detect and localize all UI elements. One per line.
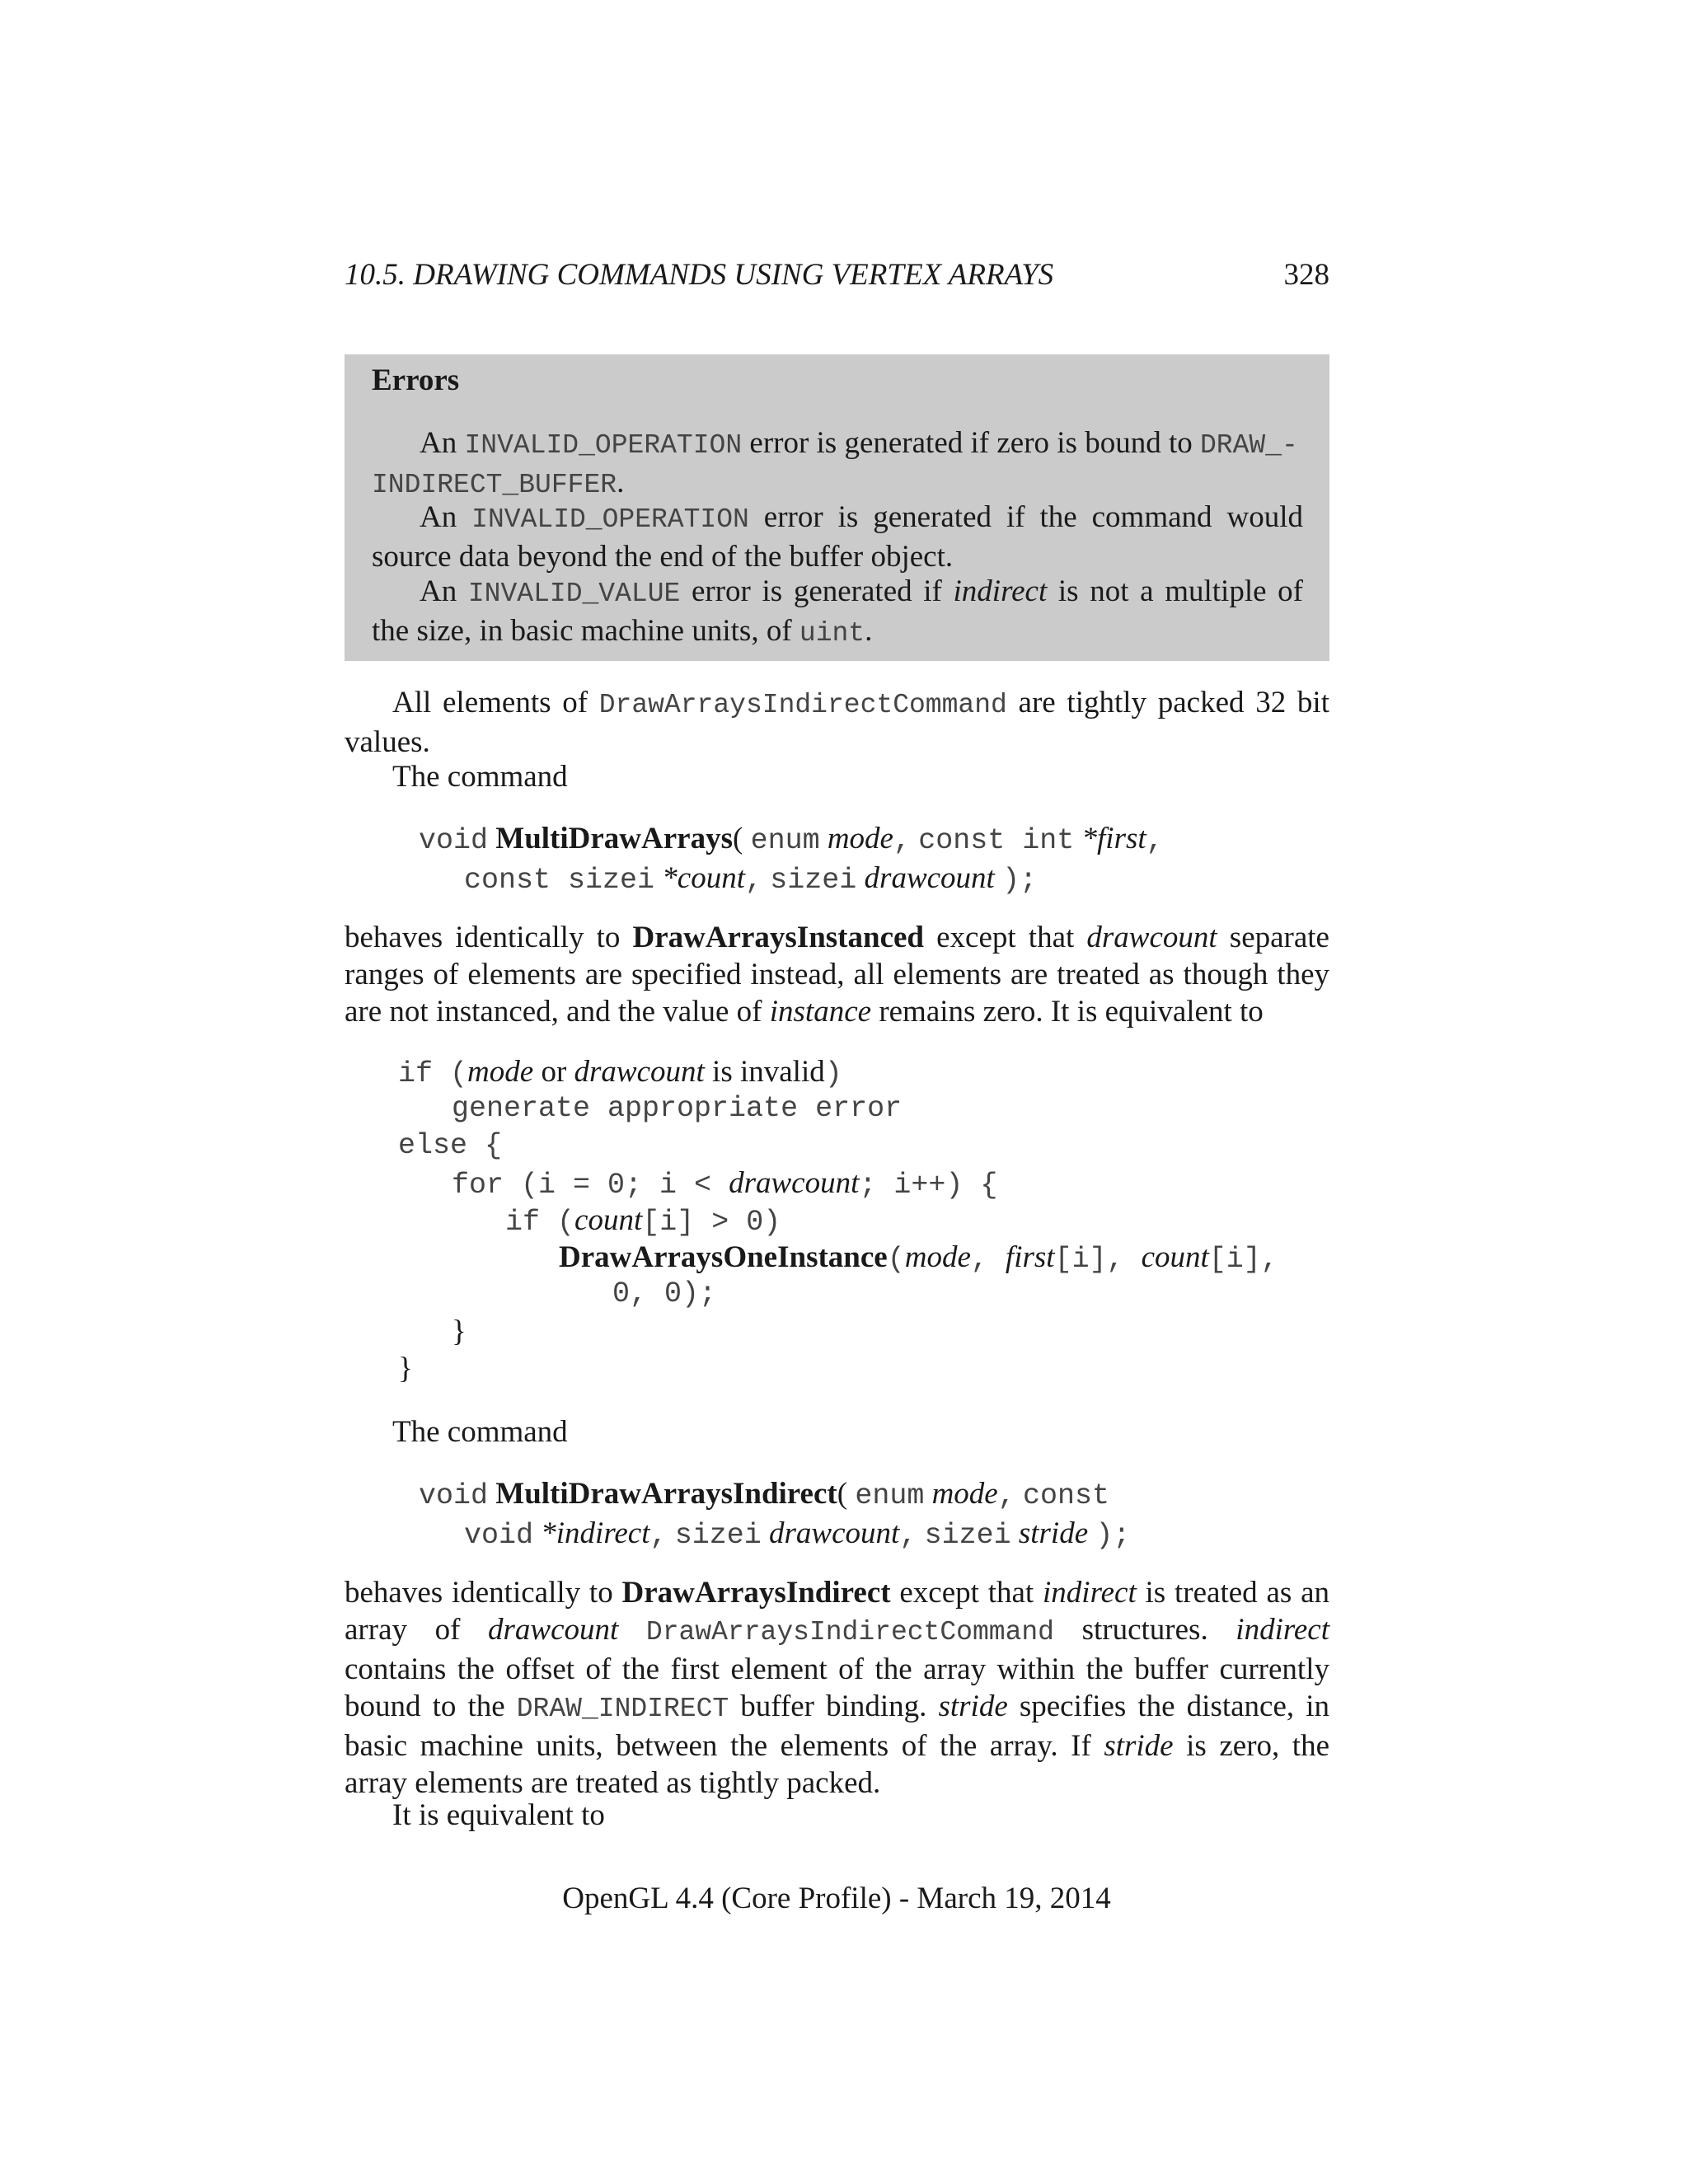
- function-name: MultiDrawArrays: [495, 822, 733, 855]
- text: All elements of: [392, 686, 599, 719]
- paren: (: [732, 822, 743, 855]
- code-token: INVALID_OPERATION: [464, 430, 743, 461]
- errors-box: [345, 354, 1329, 661]
- italic-term: instance: [769, 995, 872, 1029]
- param: drawcount: [864, 861, 995, 895]
- code-line-4: [452, 1165, 997, 1204]
- comma: ,: [649, 1519, 668, 1552]
- code-line-5: [505, 1202, 781, 1241]
- function-ref: DrawArraysInstanced: [632, 921, 924, 954]
- code-token: ; i++) {: [859, 1169, 998, 1202]
- prototype-line-1: [419, 820, 1164, 860]
- errors-title: Errors: [372, 363, 460, 397]
- keyword: const: [1023, 1479, 1110, 1512]
- keyword: sizei: [770, 864, 857, 897]
- comma: ,: [899, 1519, 917, 1552]
- param: drawcount: [769, 1516, 900, 1550]
- error-item-2: [372, 499, 1303, 575]
- text: contains the offset of the first element of the array within the buffer currently bound to the: [345, 1652, 1329, 1723]
- code-token: DrawArraysIndirectCommand: [645, 1617, 1054, 1647]
- function-name: MultiDrawArraysIndirect: [495, 1477, 837, 1511]
- code-token: uint: [799, 618, 865, 649]
- text: is invalid: [704, 1055, 825, 1089]
- paragraph-the-command-2: The command: [392, 1415, 568, 1449]
- running-header: [345, 257, 1329, 298]
- code-line-6: [559, 1239, 1278, 1278]
- text: buffer binding.: [729, 1690, 939, 1723]
- text: An: [420, 574, 468, 608]
- param: stride: [1018, 1516, 1089, 1550]
- text: .: [617, 466, 625, 499]
- code-token: INDIRECT_BUFFER: [372, 470, 617, 500]
- paragraph-behaves-indirect: [345, 1574, 1329, 1802]
- param: count: [1141, 1240, 1209, 1274]
- error-item-3: [372, 573, 1303, 652]
- code-line-9: }: [398, 1352, 413, 1385]
- code-line-1: [398, 1053, 842, 1093]
- prototype-line-2: [419, 860, 1164, 899]
- text: An: [420, 500, 472, 534]
- text: except that: [924, 921, 1087, 954]
- italic-term: indirect: [1043, 1576, 1137, 1610]
- paren: );: [1002, 864, 1038, 897]
- param: mode: [827, 822, 893, 855]
- paragraph-packed-values: [345, 684, 1329, 761]
- keyword: void: [419, 1479, 489, 1512]
- comma: ,: [893, 824, 911, 857]
- italic-term: indirect: [953, 574, 1048, 608]
- italic-term: drawcount: [1086, 921, 1217, 954]
- code-token: if: [398, 1057, 434, 1090]
- comma: ,: [997, 1479, 1015, 1512]
- keyword: sizei: [924, 1519, 1011, 1552]
- error-item-1: [372, 424, 1303, 504]
- text: is not a multiple of the size, in basic machine units, of: [372, 574, 1303, 648]
- text: error is generated if: [680, 574, 954, 608]
- code-token: [i] > 0): [642, 1206, 781, 1239]
- text: is zero, the array elements are treated as tightly packed.: [345, 1729, 1329, 1800]
- code-token: (: [433, 1057, 468, 1090]
- code-line-7: 0, 0);: [612, 1277, 717, 1310]
- function-name: DrawArraysOneInstance: [559, 1240, 888, 1274]
- comma: ,: [1146, 824, 1164, 857]
- param: drawcount: [729, 1166, 860, 1200]
- code-token: [i],: [1054, 1243, 1142, 1276]
- text: structures.: [1054, 1613, 1236, 1647]
- keyword: void: [464, 1519, 534, 1552]
- paragraph-the-command-1: The command: [392, 760, 568, 794]
- function-ref: DrawArraysIndirect: [621, 1576, 891, 1610]
- param: count: [574, 1203, 643, 1237]
- code-token: INVALID_VALUE: [467, 579, 681, 609]
- text: .: [865, 614, 873, 648]
- code-token: ): [824, 1057, 842, 1090]
- text: [618, 1613, 646, 1647]
- prototype-multidrawarraysindirect: [419, 1475, 1130, 1554]
- code-line-2: generate appropriate error: [452, 1092, 903, 1125]
- keyword: sizei: [674, 1519, 762, 1552]
- code-token: DRAW_-: [1199, 430, 1298, 461]
- text: is treated as an array of: [345, 1576, 1329, 1647]
- prototype-line-1: [419, 1475, 1130, 1515]
- code-token: [i],: [1208, 1243, 1278, 1276]
- comma: ,: [745, 864, 763, 897]
- text: remains zero. It is equivalent to: [871, 995, 1264, 1029]
- param: mode: [931, 1477, 998, 1511]
- text: or: [533, 1055, 574, 1089]
- text: behaves identically to: [345, 921, 633, 954]
- paragraph-equivalent: It is equivalent to: [392, 1798, 605, 1832]
- param: *indirect: [541, 1516, 650, 1550]
- paren: );: [1095, 1519, 1131, 1552]
- text: An: [420, 426, 465, 460]
- text: behaves identically to: [345, 1576, 622, 1610]
- text: error is generated if the command would source data beyond the end of the buffer object.: [372, 500, 1303, 574]
- italic-term: stride: [1104, 1729, 1174, 1763]
- code-line-3: else {: [398, 1129, 503, 1162]
- param: mode: [467, 1055, 534, 1089]
- italic-term: drawcount: [488, 1613, 619, 1647]
- keyword: enum: [750, 824, 820, 857]
- keyword: const int: [918, 824, 1075, 857]
- italic-term: indirect: [1236, 1613, 1330, 1647]
- section-title: 10.5. DRAWING COMMANDS USING VERTEX ARRAYS: [345, 258, 1054, 292]
- code-token: (: [887, 1243, 905, 1276]
- code-line-8: }: [452, 1315, 467, 1348]
- keyword: const sizei: [464, 864, 655, 897]
- param: first: [1005, 1240, 1055, 1274]
- text: specifies the distance, in basic machine units, between the elements of the array. If: [345, 1690, 1330, 1763]
- text: except that: [890, 1576, 1043, 1610]
- text: error is generated if zero is bound to: [742, 426, 1200, 460]
- param: drawcount: [574, 1055, 705, 1089]
- code-token: if (: [505, 1206, 575, 1239]
- paren: (: [837, 1477, 848, 1511]
- code-token: for (i = 0; i <: [452, 1169, 729, 1202]
- code-token: DrawArraysIndirectCommand: [598, 690, 1007, 720]
- text: are tightly packed 32 bit values.: [345, 686, 1329, 759]
- keyword: void: [419, 824, 489, 857]
- page-footer: OpenGL 4.4 (Core Profile) - March 19, 2014: [562, 1882, 1111, 1915]
- code-token: INVALID_OPERATION: [471, 504, 749, 535]
- page-number: 328: [1283, 258, 1329, 292]
- param: *first: [1081, 822, 1146, 855]
- prototype-multidrawarrays: [419, 820, 1164, 899]
- keyword: enum: [855, 1479, 925, 1512]
- italic-term: stride: [938, 1690, 1008, 1723]
- code-token: DRAW_INDIRECT: [516, 1694, 729, 1724]
- text: separate ranges of elements are specified instead, all elements are treated as though they are not instanced, and the value of: [345, 921, 1329, 1029]
- code-token: ,: [970, 1243, 1006, 1276]
- paragraph-behaves-instanced: [345, 919, 1329, 1030]
- param: *count: [662, 861, 745, 895]
- prototype-line-2: [419, 1515, 1130, 1554]
- param: mode: [904, 1240, 971, 1274]
